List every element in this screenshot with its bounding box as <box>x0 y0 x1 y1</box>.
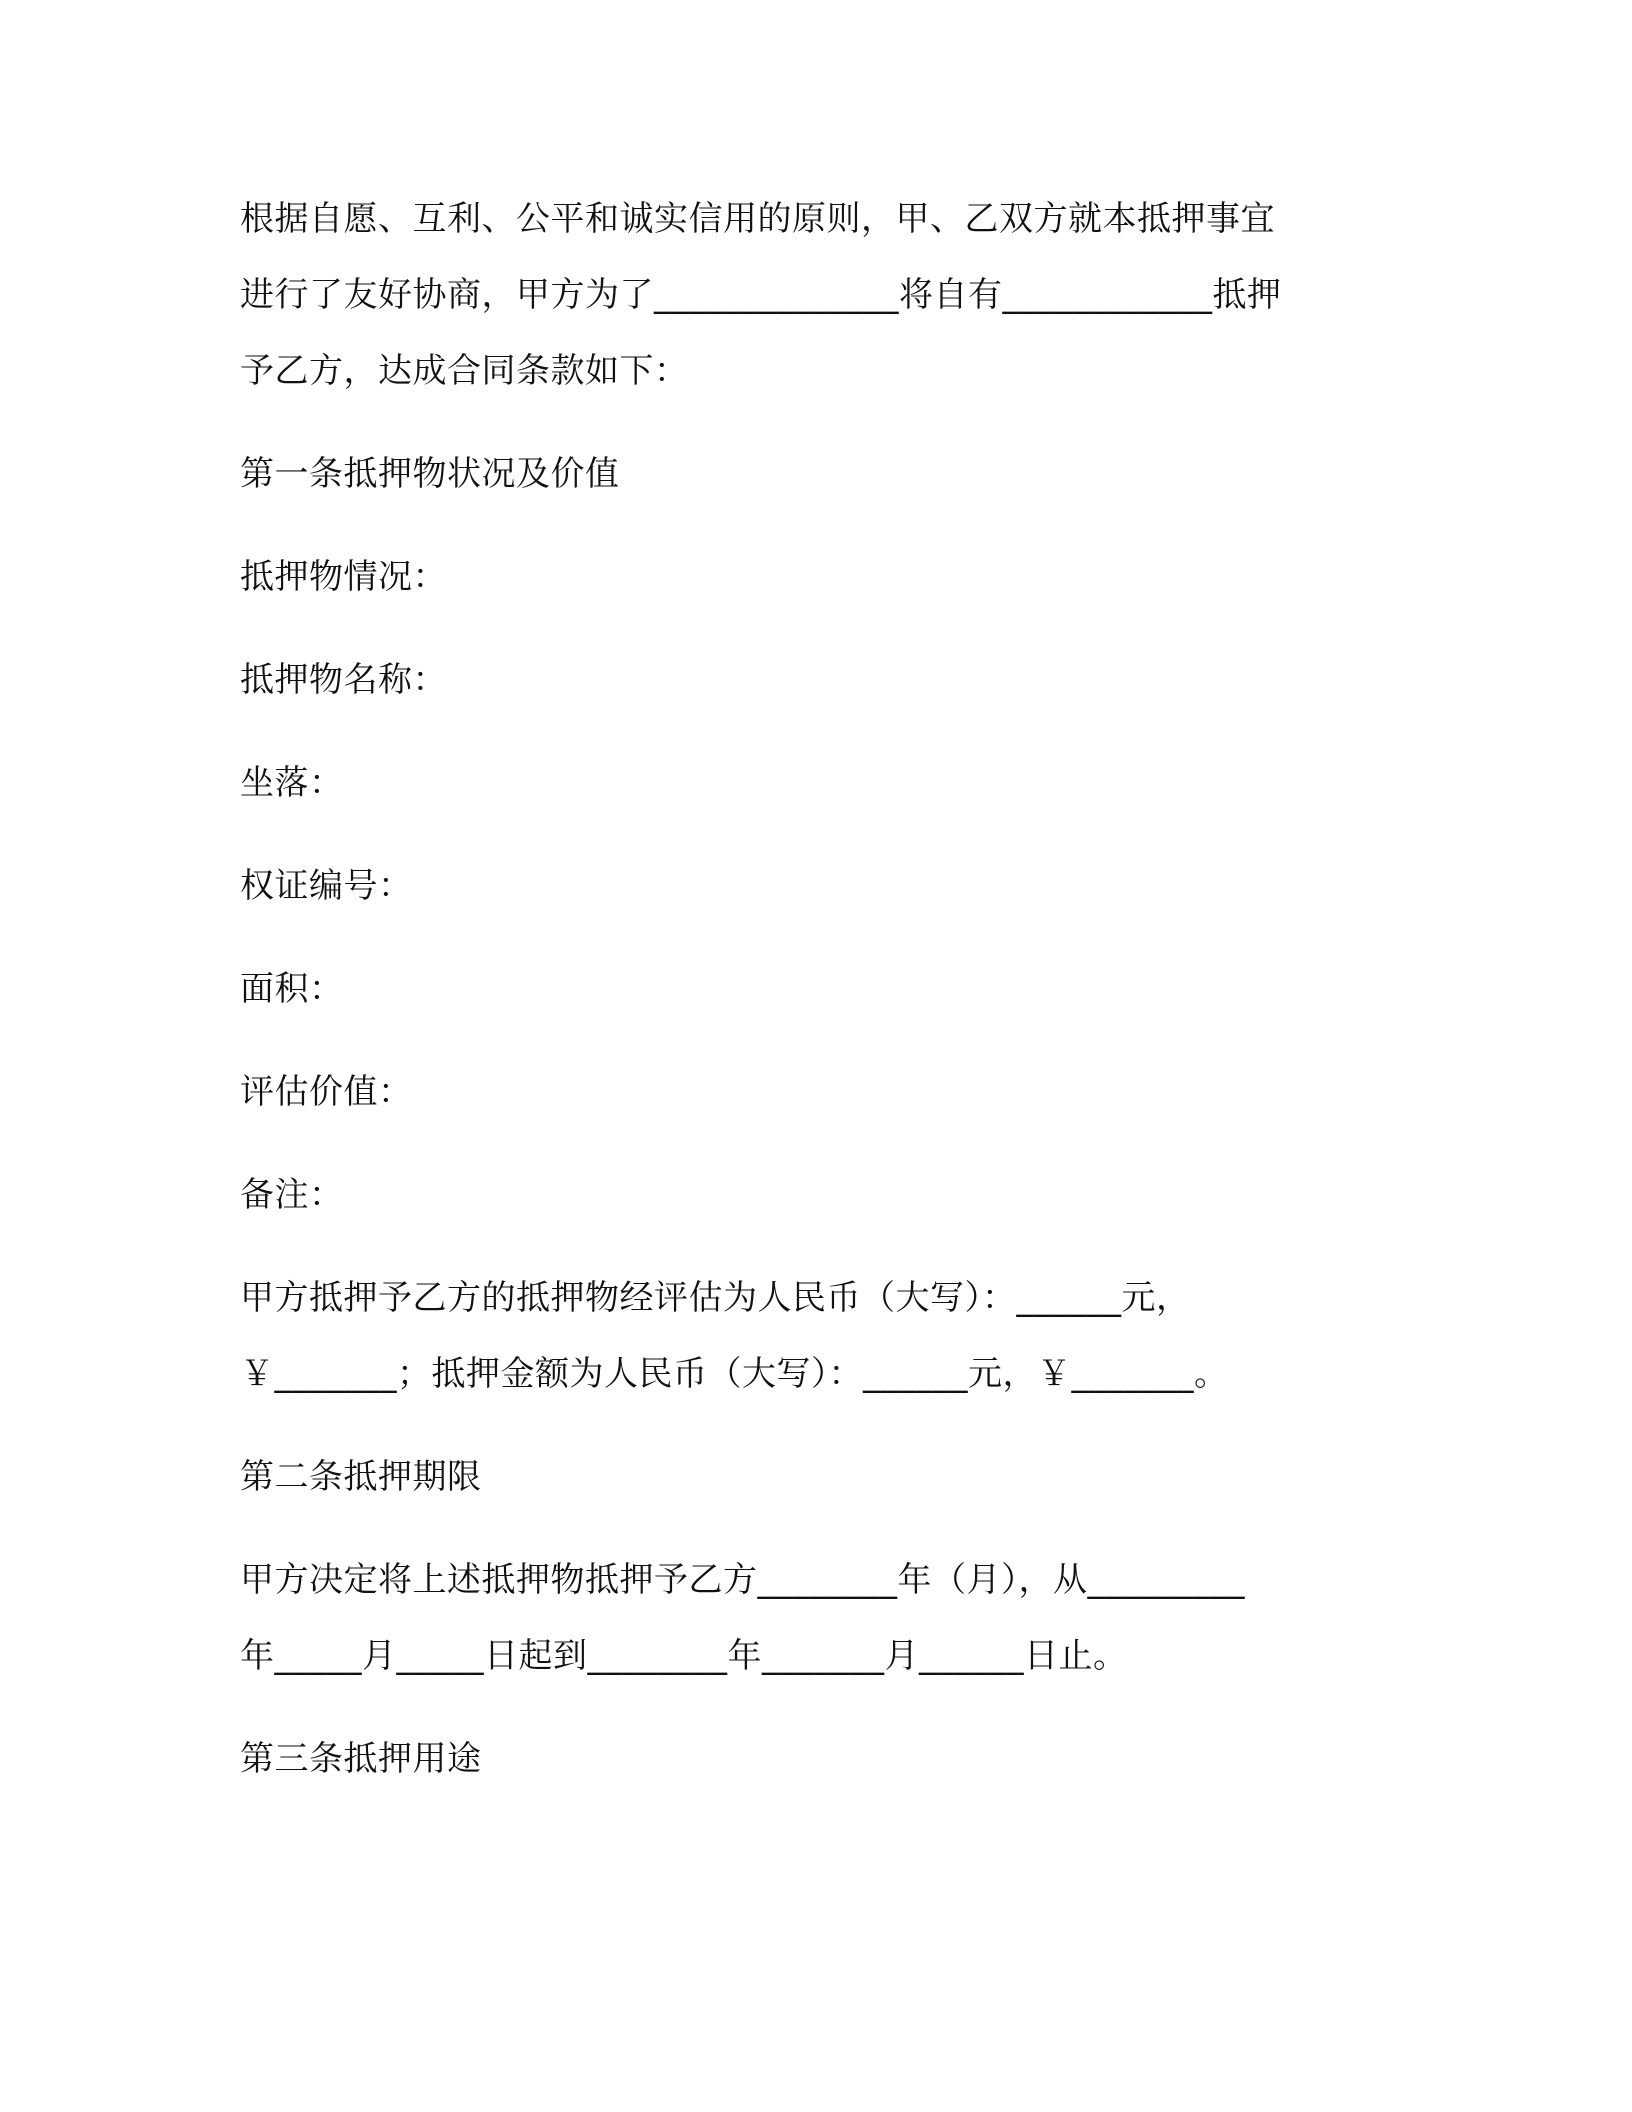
article-3-heading: 第三条抵押用途 <box>240 1739 482 1779</box>
location-label: 坐落： <box>240 763 344 803</box>
assessed-value-label: 评估价值： <box>240 1072 413 1112</box>
collateral-name-label: 抵押物名称： <box>240 660 447 700</box>
collateral-status-label: 抵押物情况： <box>240 557 447 597</box>
intro-line-2: 进行了友好协商，甲方为了______________将自有____________抵押 <box>240 275 1282 315</box>
remarks-label: 备注： <box>240 1175 344 1215</box>
area-label: 面积： <box>240 969 344 1009</box>
valuation-line-2: ￥_______；抵押金额为人民币（大写）：______元，￥_______。 <box>240 1354 1229 1394</box>
article-1-heading: 第一条抵押物状况及价值 <box>240 454 620 494</box>
term-line-2: 年_____月_____日起到________年_______月______日止。 <box>240 1636 1128 1676</box>
intro-line-1: 根据自愿、互利、公平和诚实信用的原则，甲、乙双方就本抵押事宜 <box>240 199 1275 239</box>
certificate-number-label: 权证编号： <box>240 866 413 906</box>
valuation-line-1: 甲方抵押予乙方的抵押物经评估为人民币（大写）：______元， <box>240 1278 1191 1318</box>
article-2-heading: 第二条抵押期限 <box>240 1457 482 1497</box>
intro-line-3: 予乙方，达成合同条款如下： <box>240 351 689 391</box>
term-line-1: 甲方决定将上述抵押物抵押予乙方________年（月），从_________ <box>240 1560 1245 1600</box>
